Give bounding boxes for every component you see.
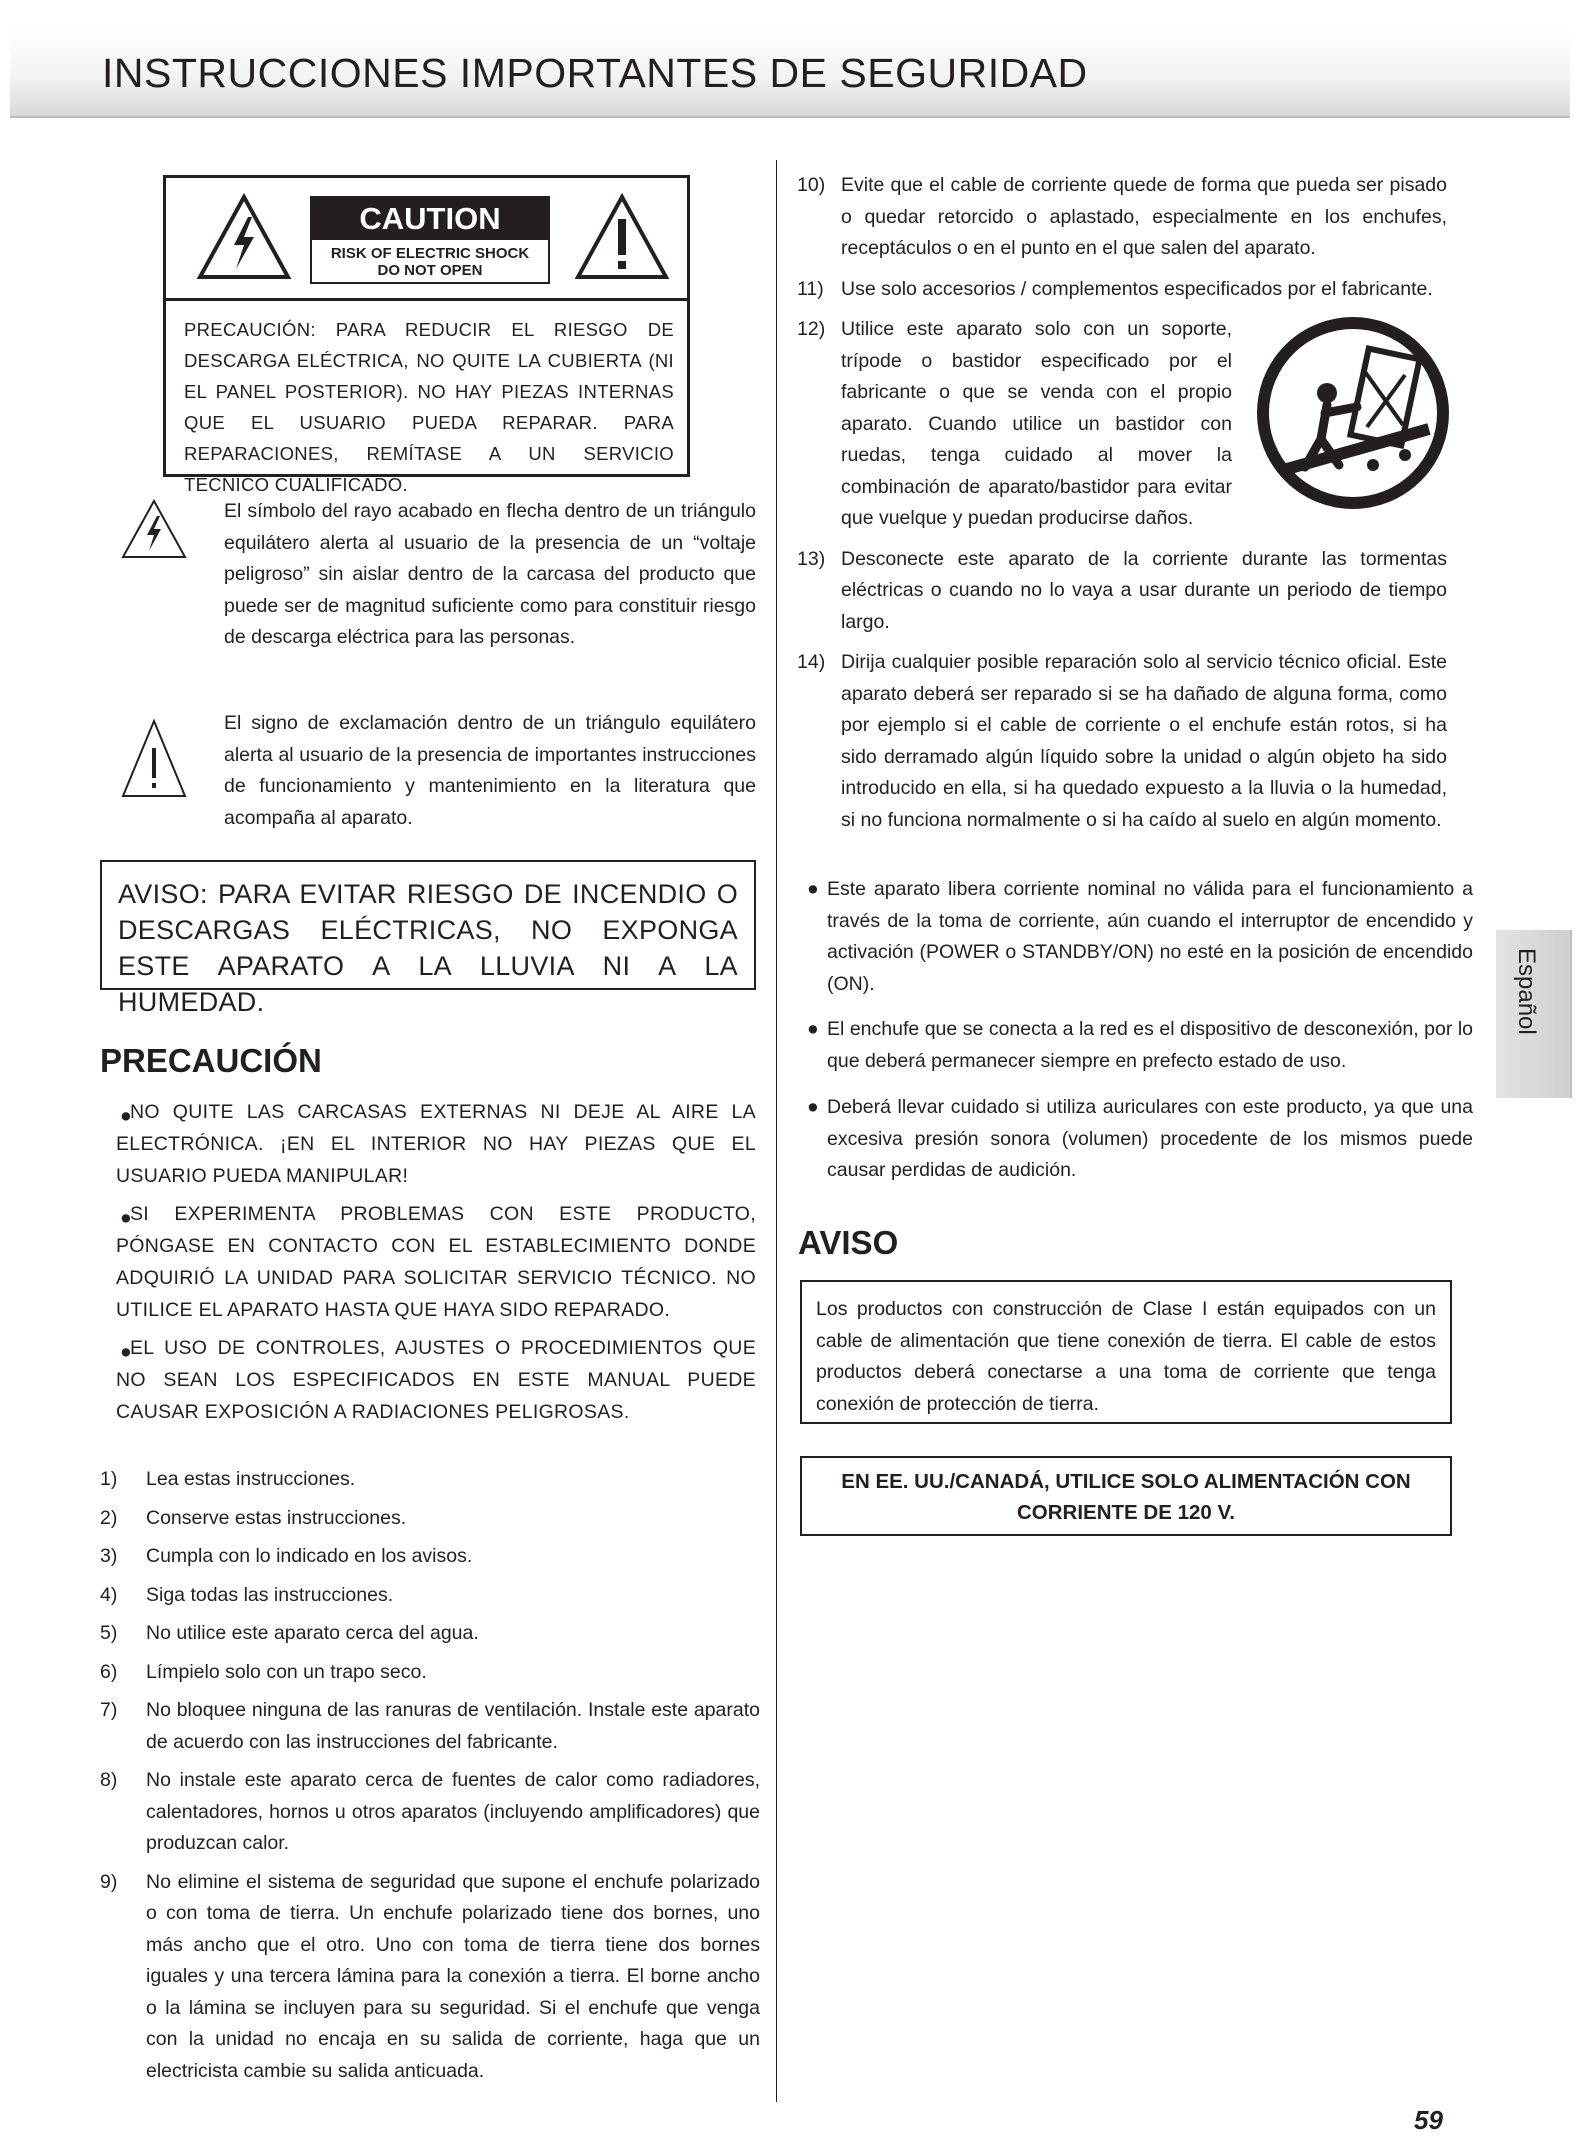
precaucion-heading: PRECAUCIÓN [100,1042,322,1079]
list-item: 10) Evite que el cable de corriente quede de forma que pueda ser pisado o quedar retorcido o aplastado, especialmente en los enchufes, receptáculos o en el punto en el que salen del aparato. [797,174,1447,259]
precaucion-bullet-1: ● NO QUITE LAS CARCASAS EXTERNAS NI DEJE AL AIRE LA ELECTRÓNICA. ¡EN EL INTERIOR NO HAY PIEZAS QUE EL USUARIO PUEDA MANIPULAR! [116,1101,756,1187]
list-item: 8) No instale este aparato cerca de fuentes de calor como radiadores, calentadores, hornos u otros aparatos (incluyendo amplificadores) que produzcan calor. [100,1769,760,1854]
list-item: 13) Desconecte este aparato de la corriente durante las tormentas eléctricas o cuando no lo vaya a usar durante un periodo de tiempo largo. [797,547,1447,633]
language-tab [1496,930,1572,1098]
usa-canada-power-box [800,1456,1452,1536]
right-bullet-1: ● Este aparato libera corriente nominal no válida para el funcionamiento a través de la toma de corriente, aún cuando el interruptor de encendido y activación (POWER o STANDBY/ON) no esté en la posición de encendido (ON). [807,874,1473,1000]
instructions-list-left [100,1464,760,2094]
list-item: 6) Límpielo solo con un trapo seco. [100,1660,427,1683]
aviso-warning-box: AVISO: PARA EVITAR RIESGO DE INCENDIO O DESCARGAS ELÉCTRICAS, NO EXPONGA ESTE APARATO A LA LLUVIA NI A LA HUMEDAD. [100,860,756,990]
caution-sign [310,196,550,284]
bullet-icon: ● [807,878,819,900]
right-bullet-3: ● Deberá llevar cuidado si utiliza auriculares con este producto, ya que una excesiva presión sonora (volumen) procedente de los mismos puede causar perdidas de audición. [807,1092,1473,1187]
caution-label-box [163,175,690,495]
list-item: 2) Conserve estas instrucciones. [100,1506,407,1529]
list-item: 5) No utilice este aparato cerca del agua. [100,1622,479,1644]
lightning-triangle-icon [120,498,188,560]
list-item: 3) Cumpla con lo indicado en los avisos. [100,1545,473,1567]
language-tab-label: Español [1513,948,1540,1035]
caution-label-top [166,178,687,301]
caution-title: CAUTION [312,198,548,240]
list-item: 1) Lea estas instrucciones. [100,1468,356,1490]
cart-tip-over-warning-icon [1255,315,1451,511]
bullet-icon: ● [120,1207,133,1229]
bullet-icon: ● [807,1096,819,1118]
bullet-icon: ● [120,1341,133,1363]
list-item: 11) Use solo accesorios / complementos especificados por el fabricante. [797,277,1433,300]
bullet-icon: ● [807,1018,819,1040]
list-item: 14) Dirija cualquier posible reparación solo al servicio técnico oficial. Este aparato deberá ser reparado si se ha dañado de alguna forma, como por ejemplo si el cable de corriente o el enchufe están rotos, si ha sido derramado algún líquido sobre la unidad o algún objeto ha sido introducido en ella, si ha quedado expuesto a la lluvia o la humedad, si no funciona normalmente o si ha caído al suelo en algún momento. [797,651,1447,831]
precaucion-bullet-2: ● SI EXPERIMENTA PROBLEMAS CON ESTE PRODUCTO, PÓNGASE EN CONTACTO CON EL ESTABLECIMIENTO DONDE ADQUIRIÓ LA UNIDAD PARA SOLICITAR SERVICIO TÉCNICO. NO UTILICE EL APARATO HASTA QUE HAYA SIDO REPARADO. [116,1203,756,1321]
exclamation-triangle-icon [120,718,188,800]
exclamation-explanation-text: El signo de exclamación dentro de un triángulo equilátero alerta al usuario de la presencia de importantes instrucciones de funcionamiento y mantenimiento en la literatura que acompaña al aparato. [224,712,756,829]
caution-subtitle-1: RISK OF ELECTRIC SHOCK [330,245,530,262]
bullet-icon: ● [120,1105,133,1127]
list-item: 4) Siga todas las instrucciones. [100,1583,394,1606]
aviso-heading: AVISO [798,1224,899,1261]
precaucion-bullet-3: ● EL USO DE CONTROLES, AJUSTES O PROCEDIMIENTOS QUE NO SEAN LOS ESPECIFICADOS EN ESTE MANUAL PUEDE CAUSAR EXPOSICIÓN A RADIACIONES PELIGROSAS. [116,1337,756,1423]
list-item: 12) Utilice este aparato solo con un soporte, trípode o bastidor especificado por el fabricante o que se venda con el propio aparato. Cuando utilice un bastidor con ruedas, tenga cuidado al mover la combinación de aparato/bastidor para evitar que vuelque y puedan producirse daños. [797,318,1232,529]
exclamation-warning-icon [574,193,670,281]
usa-line-2: CORRIENTE DE 120 V. [1017,1501,1235,1524]
aviso-class-i-box: Los productos con construcción de Clase I están equipados con un cable de alimentación que tiene conexión de tierra. El cable de estos productos deberá conectarse a una toma de corriente que tenga conexión de protección de tierra. [800,1280,1452,1424]
page-title: INSTRUCCIONES IMPORTANTES DE SEGURIDAD [102,50,1088,96]
lightning-explanation-text: El símbolo del rayo acabado en flecha dentro de un triángulo equilátero alerta al usuario de la presencia de un “voltaje peligroso” sin aislar dentro de la carcasa del producto que puede ser de magnitud suficiente como para constituir riesgo de descarga eléctrica para las personas. [224,500,756,648]
list-item: 9) No elimine el sistema de seguridad que supone el enchufe polarizado o con toma de tierra. Un enchufe polarizado tiene dos bornes, uno más ancho que el otro. Uno con toma de tierra tiene dos bornes iguales y una tercera lámina para la conexión a tierra. El borne ancho o la lámina se incluyen para su seguridad. Si el enchufe que venga con la unidad no encaja en su salida de corriente, haga que un electricista cambie su salida anticuada. [100,1870,760,2082]
lightning-warning-icon [196,193,292,281]
caution-subtitle-2: DO NOT OPEN [377,262,483,279]
usa-line-1: EN EE. UU./CANADÁ, UTILICE SOLO ALIMENTACIÓN CON [841,1470,1411,1493]
page-header [10,28,1570,118]
page-number: 59 [1414,2105,1443,2135]
right-bullet-2: ● El enchufe que se conecta a la red es el dispositivo de desconexión, por lo que deberá permanecer siempre en prefecto estado de uso. [807,1014,1473,1077]
column-divider [776,160,777,2102]
list-item: 7) No bloquee ninguna de las ranuras de ventilación. Instale este aparato de acuerdo con las instrucciones del fabricante. [100,1699,760,1753]
caution-text: PRECAUCIÓN: PARA REDUCIR EL RIESGO DE DESCARGA ELÉCTRICA, NO QUITE LA CUBIERTA (NI EL PANEL POSTERIOR). NO HAY PIEZAS INTERNAS QUE EL USUARIO PUEDA REPARAR. PARA REPARACIONES, REMÍTASE A UN SERVICIO TÉCNICO CUALIFICADO. [184,319,674,495]
